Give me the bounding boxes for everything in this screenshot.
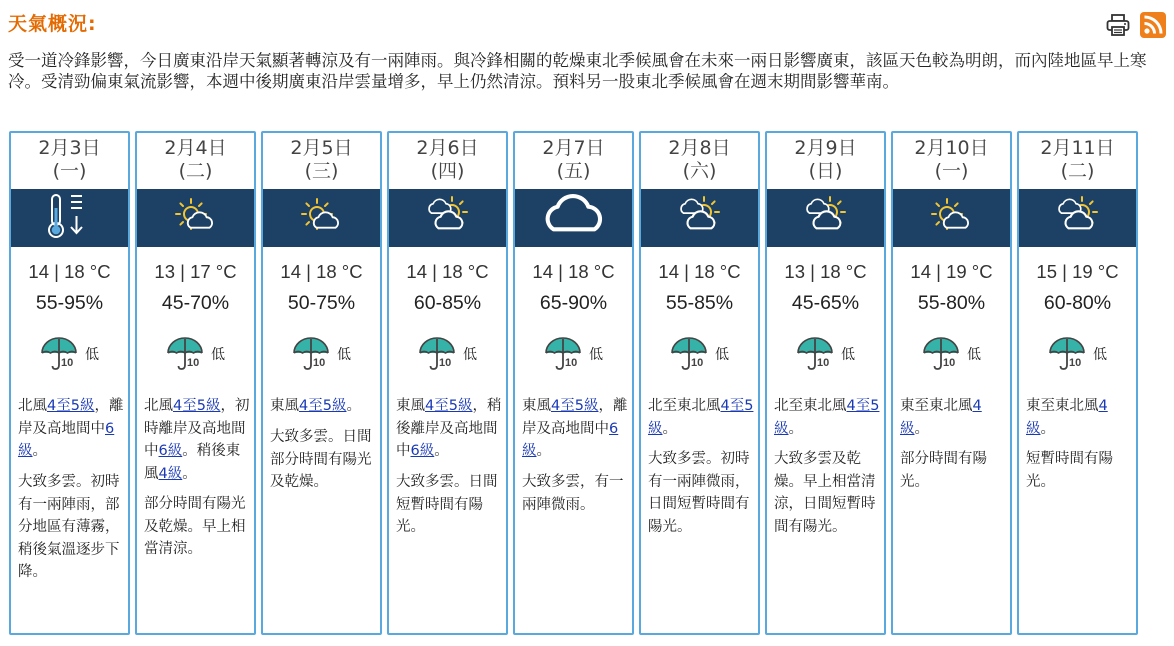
wind-force-link[interactable]: 4至5級 [774, 398, 880, 437]
psr-number: 10 [187, 357, 200, 369]
date-label: 2月3日 [38, 137, 101, 159]
wind-direction: 東風 [270, 398, 299, 414]
rain-probability [417, 336, 477, 372]
weather-description: 短暫時間有陽光。 [1026, 451, 1113, 490]
temperature-range: 14 | 18 °C [406, 261, 489, 282]
weather-description: 大致多雲。初時有一兩陣雨，部分地區有薄霧，稍後氣溫逐步下降。 [18, 474, 120, 580]
wind-force-link[interactable]: 4至5級 [173, 398, 221, 414]
date-label: 2月4日 [164, 137, 227, 159]
weekday-label: (四) [430, 160, 465, 182]
umbrella-icon[interactable] [165, 336, 207, 372]
wind-description [18, 395, 124, 463]
rain-probability [1047, 336, 1107, 372]
wind-note: ，離岸及高地間中 [522, 398, 628, 437]
humidity-range: 60-85% [413, 292, 482, 314]
date-label: 2月5日 [290, 137, 353, 159]
date-label: 2月9日 [794, 137, 857, 159]
wind-description [1026, 395, 1132, 440]
wind-direction: 東風 [522, 398, 551, 414]
cold-thermometer-icon[interactable] [40, 190, 100, 246]
rain-probability [795, 336, 855, 372]
rain-probability [543, 336, 603, 372]
psr-label: 低 [463, 347, 477, 363]
weather-description: 大致多雲。日間部分時間有陽光及乾燥。 [270, 429, 372, 490]
psr-number: 10 [61, 357, 74, 369]
cloudy-icon[interactable] [544, 190, 604, 246]
wind-direction: 東至東北風 [1026, 398, 1099, 414]
umbrella-icon[interactable] [795, 336, 837, 372]
wind-force-link[interactable]: 6級 [18, 420, 115, 459]
forecast-day-card [261, 131, 382, 635]
rain-probability [669, 336, 729, 372]
temperature-range: 14 | 18 °C [28, 261, 111, 282]
weather-icon-band [11, 189, 128, 247]
forecast-date [893, 137, 1010, 183]
wind-direction: 北風 [144, 398, 173, 414]
forecast-date [11, 137, 128, 183]
sunny-periods-icon[interactable] [166, 190, 226, 246]
wind-description [144, 395, 250, 485]
humidity-range: 65-90% [539, 292, 608, 314]
rss-feed-icon[interactable] [1140, 12, 1166, 38]
forecast-date [641, 137, 758, 183]
umbrella-icon[interactable] [921, 336, 963, 372]
sunny-periods-icon[interactable] [292, 190, 352, 246]
wind-note: 。 [346, 398, 361, 414]
psr-number: 10 [313, 357, 326, 369]
rain-probability [291, 336, 351, 372]
weather-icon-band [389, 189, 506, 247]
temperature-range: 14 | 18 °C [658, 261, 741, 282]
wind-direction: 東風 [396, 398, 425, 414]
wind-force-link[interactable]: 6級 [410, 443, 435, 459]
sunny-periods-icon[interactable] [922, 190, 982, 246]
psr-number: 10 [943, 357, 956, 369]
rain-probability [39, 336, 99, 372]
forecast-date [1019, 137, 1136, 183]
wind-description [900, 395, 1006, 440]
wind-note: 。 [434, 443, 449, 459]
wind-description [522, 395, 628, 463]
umbrella-icon[interactable] [39, 336, 81, 372]
weekday-label: (三) [304, 160, 339, 182]
wind-note: 。 [1040, 420, 1055, 437]
weekday-label: (六) [682, 160, 717, 182]
wind-description [774, 395, 880, 440]
wind-force-link[interactable]: 4級 [158, 465, 183, 482]
wind-description [270, 395, 376, 418]
psr-label: 低 [337, 347, 351, 363]
wind-note: 。 [536, 443, 551, 459]
sunny-intervals-icon[interactable] [418, 190, 478, 246]
humidity-range: 50-75% [287, 292, 356, 314]
wind-force-link[interactable]: 4至5級 [551, 398, 599, 414]
weather-icon-band [767, 189, 884, 247]
psr-label: 低 [967, 347, 981, 363]
wind-direction: 北風 [18, 398, 47, 414]
umbrella-icon[interactable] [417, 336, 459, 372]
forecast-day-card [387, 131, 508, 635]
forecast-date [515, 137, 632, 183]
humidity-range: 55-85% [665, 292, 734, 314]
weekday-label: (二) [1060, 160, 1095, 182]
forecast-date [767, 137, 884, 183]
page-title: 天氣概況: [8, 13, 97, 35]
umbrella-icon[interactable] [669, 336, 711, 372]
humidity-range: 45-70% [161, 292, 230, 314]
sunny-intervals-icon[interactable] [796, 190, 856, 246]
date-label: 2月10日 [914, 137, 989, 159]
temperature-range: 14 | 18 °C [280, 261, 363, 282]
wind-note: 。 [914, 420, 929, 437]
psr-number: 10 [817, 357, 830, 369]
wind-note: 。稍後東風 [144, 443, 241, 482]
weather-description: 大致多雲。初時有一兩陣微雨，日間短暫時間有陽光。 [648, 451, 750, 535]
umbrella-icon[interactable] [1047, 336, 1089, 372]
psr-number: 10 [439, 357, 452, 369]
weather-icon-band [1019, 189, 1136, 247]
umbrella-icon[interactable] [543, 336, 585, 372]
wind-note: ，初時離岸及高地間中 [144, 398, 250, 459]
wind-force-link[interactable]: 6級 [522, 420, 619, 459]
wind-force-link[interactable]: 4至5級 [299, 398, 347, 414]
weekday-label: (一) [934, 160, 969, 182]
psr-number: 10 [565, 357, 578, 369]
psr-label: 低 [589, 347, 603, 363]
umbrella-icon[interactable] [291, 336, 333, 372]
wind-force-link[interactable]: 4級 [1026, 398, 1108, 437]
wind-force-link[interactable]: 4級 [900, 398, 982, 437]
date-label: 2月8日 [668, 137, 731, 159]
forecast-day-card [513, 131, 634, 635]
forecast-day-card [639, 131, 760, 635]
weekday-label: (二) [178, 160, 213, 182]
weather-icon-band [263, 189, 380, 247]
psr-number: 10 [691, 357, 704, 369]
forecast-date [137, 137, 254, 183]
psr-label: 低 [85, 347, 99, 363]
wind-direction: 北至東北風 [648, 398, 721, 414]
weather-icon-band [137, 189, 254, 247]
wind-note: 。 [788, 420, 803, 437]
toolbar [1106, 12, 1166, 38]
wind-note: ，稍後離岸及高地間中 [396, 398, 502, 459]
humidity-range: 55-80% [917, 292, 986, 314]
psr-label: 低 [1093, 347, 1107, 363]
forecast-day-card [1017, 131, 1138, 635]
forecast-day-card [891, 131, 1012, 635]
weather-description: 大致多雲，有一兩陣微雨。 [522, 474, 624, 513]
humidity-range: 60-80% [1043, 292, 1112, 314]
wind-direction: 北至東北風 [774, 398, 847, 414]
weather-icon-band [641, 189, 758, 247]
wind-note: 。 [182, 465, 197, 482]
sunny-intervals-icon[interactable] [1048, 190, 1108, 246]
weather-description: 大致多雲。日間短暫時間有陽光。 [396, 474, 498, 535]
wind-force-link[interactable]: 4至5級 [425, 398, 473, 414]
forecast-grid [9, 131, 1168, 637]
temperature-range: 14 | 19 °C [910, 261, 993, 282]
psr-label: 低 [211, 347, 225, 363]
date-label: 2月6日 [416, 137, 479, 159]
date-label: 2月11日 [1040, 137, 1115, 159]
date-label: 2月7日 [542, 137, 605, 159]
weekday-label: (一) [52, 160, 87, 182]
temperature-range: 15 | 19 °C [1036, 261, 1119, 282]
forecast-day-card [135, 131, 256, 635]
wind-note: ，離岸及高地間中 [18, 398, 124, 437]
wind-note: 。 [662, 420, 677, 437]
forecast-day-card [765, 131, 886, 635]
sunny-intervals-icon[interactable] [670, 190, 730, 246]
wind-force-link[interactable]: 6級 [158, 443, 183, 459]
psr-label: 低 [715, 347, 729, 363]
humidity-range: 45-65% [791, 292, 860, 314]
wind-description [648, 395, 754, 440]
weekday-label: (日) [808, 160, 843, 182]
temperature-range: 13 | 18 °C [784, 261, 867, 282]
forecast-date [263, 137, 380, 183]
wind-direction: 東至東北風 [900, 398, 973, 414]
wind-force-link[interactable]: 4至5級 [648, 398, 754, 437]
wind-description [396, 395, 502, 463]
psr-label: 低 [841, 347, 855, 363]
weather-description: 部分時間有陽光及乾燥。早上相當清涼。 [144, 496, 246, 557]
weekday-label: (五) [556, 160, 591, 182]
weather-description: 部分時間有陽光。 [900, 451, 987, 490]
rain-probability [165, 336, 225, 372]
weather-icon-band [893, 189, 1010, 247]
weather-description: 大致多雲及乾燥。早上相當清涼，日間短暫時間有陽光。 [774, 451, 876, 535]
psr-number: 10 [1069, 357, 1082, 369]
forecast-day-card [9, 131, 130, 635]
temperature-range: 14 | 18 °C [532, 261, 615, 282]
printer-icon[interactable] [1106, 14, 1130, 36]
temperature-range: 13 | 17 °C [154, 261, 237, 282]
wind-note: 。 [32, 443, 47, 459]
weather-icon-band [515, 189, 632, 247]
humidity-range: 55-95% [35, 292, 104, 314]
weather-summary: 受一道冷鋒影響，今日廣東沿岸天氣顯著轉涼及有一兩陣雨。與冷鋒相關的乾燥東北季候風會在未來一兩日影響廣東，該區天色較為明朗，而內陸地區早上寒冷。受清勁偏東氣流影響，本週中後期廣東沿岸雲量增多，早上仍然清涼。預料另一股東北季候風會在週末期間影響華南。 [8, 51, 1147, 91]
forecast-date [389, 137, 506, 183]
rain-probability [921, 336, 981, 372]
wind-force-link[interactable]: 4至5級 [47, 398, 95, 414]
